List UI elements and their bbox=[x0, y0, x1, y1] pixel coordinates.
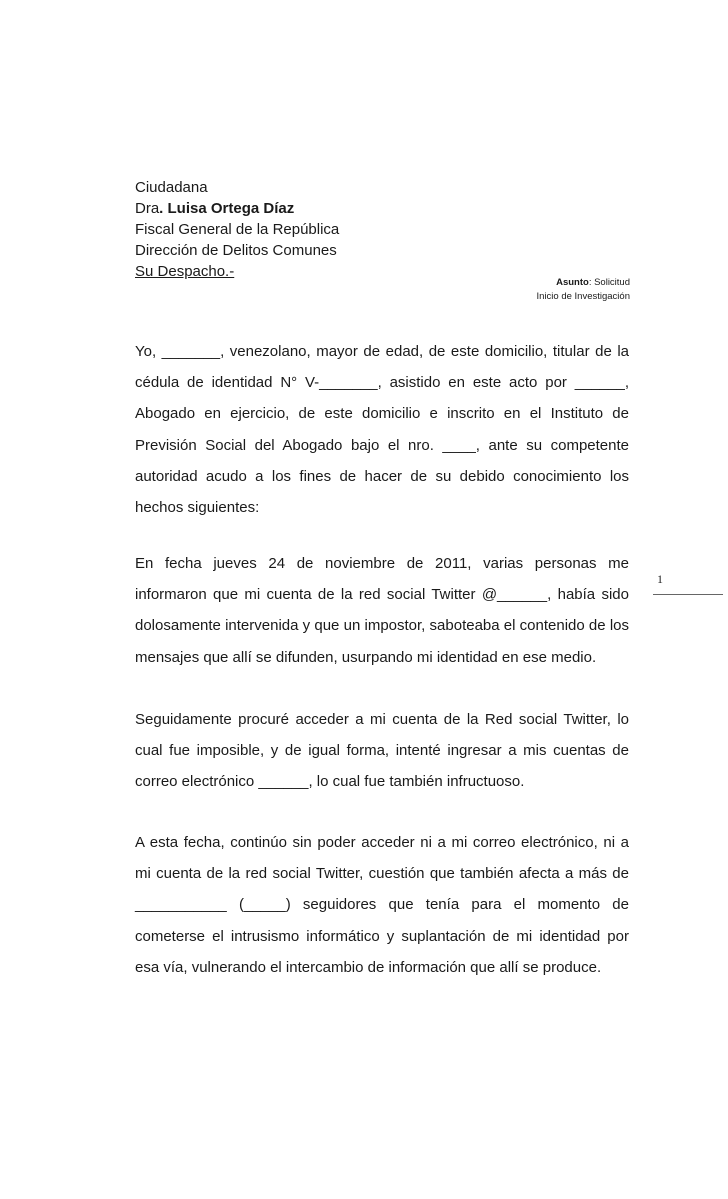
subject-label: Asunto bbox=[556, 277, 589, 288]
addressee-office: Su Despacho.- bbox=[135, 263, 235, 280]
subject-line bbox=[430, 276, 630, 290]
page-number-divider bbox=[653, 594, 723, 595]
page-number: 1 bbox=[657, 572, 663, 586]
addressee-name: . Luisa Ortega Díaz bbox=[159, 200, 295, 217]
addressee-block bbox=[135, 177, 495, 282]
subject-block bbox=[430, 276, 630, 304]
subject-detail: Inicio de Investigación bbox=[536, 291, 630, 302]
addressee-title: Ciudadana bbox=[135, 179, 208, 196]
subject-value: : Solicitud bbox=[588, 277, 630, 288]
body-paragraph-facts: En fecha jueves 24 de noviembre de 2011, varias personas me informaron que mi cuenta de la red social Twitter @______, había sido dolosamente intervenida y que un impostor, saboteaba el contenido de los mensajes que allí se difunden, usurpando mi identidad en ese medio. bbox=[135, 555, 629, 666]
addressee-department: Dirección de Delitos Comunes bbox=[135, 242, 337, 259]
addressee-position: Fiscal General de la República bbox=[135, 221, 340, 238]
body-paragraph-current-status: A esta fecha, continúo sin poder acceder ni a mi correo electrónico, ni a mi cuenta de la red social Twitter, cuestión que también afecta a más de ___________ (_____) seguidores que tenía para el momento de cometerse el intrusismo informático y suplantación de mi identidad por esa vía, vulnerando el intercambio de información que allí se produce. bbox=[135, 834, 629, 976]
body-paragraph-intro: Yo, _______, venezolano, mayor de edad, de este domicilio, titular de la cédula de identidad N° V-_______, asistido en este acto por ______, Abogado en ejercicio, de este domicilio e inscrito en el Instituto de Previsión Social del Abogado bajo el nro. ____, ante su competente autoridad acudo a los fines de hacer de su debido conocimiento los hechos siguientes: bbox=[135, 343, 629, 517]
body-paragraph-attempts: Seguidamente procuré acceder a mi cuenta de la Red social Twitter, lo cual fue imposible, y de igual forma, intenté ingresar a mis cuentas de correo electrónico ______, lo cual fue también infructuoso. bbox=[135, 711, 629, 791]
addressee-name-line bbox=[135, 198, 495, 219]
addressee-prefix: Dra bbox=[135, 200, 160, 217]
